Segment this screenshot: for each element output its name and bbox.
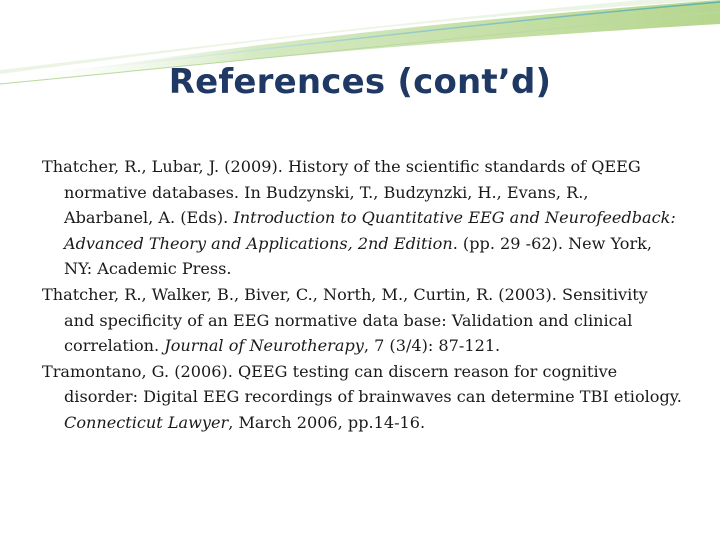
reference-item [42, 359, 682, 436]
reference-item [42, 282, 682, 359]
reference-text-end: . (pp. 29 -62). New York, NY: Academic Press. [64, 233, 653, 279]
slide-title: References (cont’d) [168, 62, 552, 102]
reference-text: Tramontano, G. (2006). QEEG testing can discern reason for cognitive disorder: Digital EEG recordings of brainwaves can determine TBI etiology. [42, 361, 682, 407]
reference-text: Thatcher, R., Walker, B., Biver, C., North, M., Curtin, R. (2003). Sensitivity and specificity of an EEG normative data base: Validation and clinical correlation. [42, 284, 648, 356]
reference-title: Introduction to Quantitative EEG and Neurofeedback: Advanced Theory and Applications, 2nd Edition [64, 208, 676, 253]
reference-list [42, 154, 682, 436]
reference-text-end: , 7 (3/4): 87-121. [363, 336, 501, 356]
reference-title: Journal of Neurotherapy [164, 336, 364, 356]
reference-text-end: , March 2006, pp.14-16. [228, 412, 426, 432]
reference-text: Thatcher, R., Lubar, J. (2009). History of the scientific standards of QEEG normative databases. In Budzynski, T., Budzynzki, H., Evans, R., Abarbanel, A. (Eds). [42, 157, 641, 228]
reference-title: Connecticut Lawyer [64, 412, 229, 432]
reference-item [42, 154, 682, 282]
